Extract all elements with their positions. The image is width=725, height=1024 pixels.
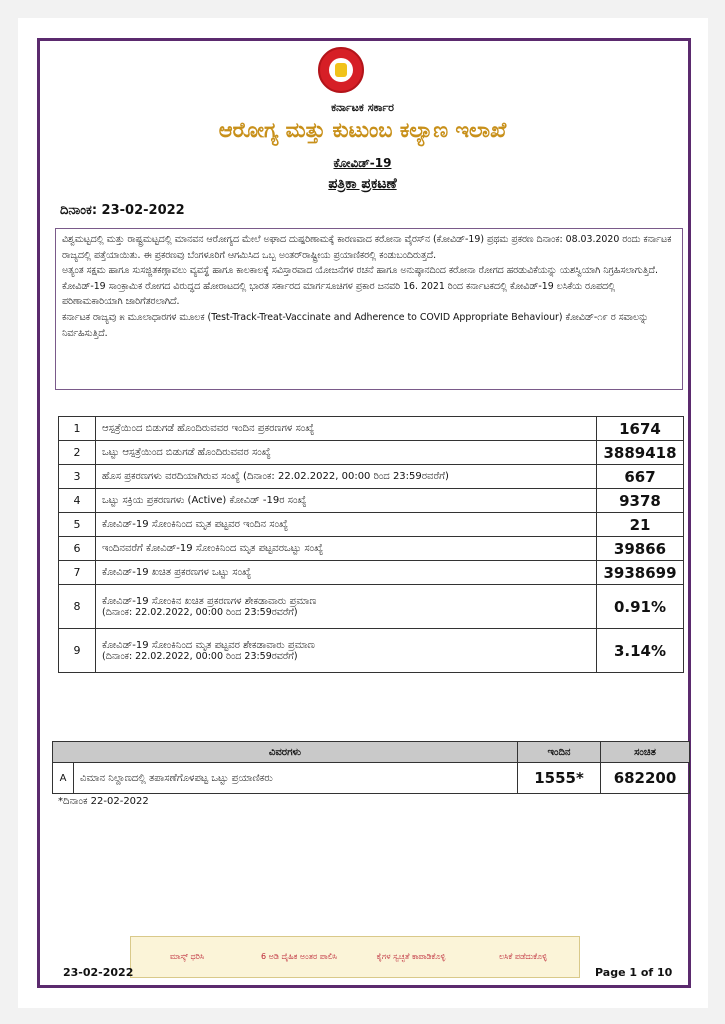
table-row — [59, 513, 684, 537]
row-number: 9 — [59, 629, 96, 673]
airport-table — [52, 741, 690, 794]
date-note: *ದಿನಾಂಕ 22-02-2022 — [58, 796, 149, 807]
department-title: ಆರೋಗ್ಯ ಮತ್ತು ಕುಟುಂಬ ಕಲ್ಯಾಣ ಇಲಾಖೆ — [218, 118, 507, 142]
row-label: ಕೋವಿಡ್-19 ಸೋಂಕಿನಿಂದ ಮೃತ ಪಟ್ಟವರ ಇಂದಿನ ಸಂಖ್ಯೆ — [96, 513, 597, 537]
row-label: ಹೊಸ ಪ್ರಕರಣಗಳು ವರದಿಯಾಗಿರುವ ಸಂಖ್ಯೆ (ದಿನಾಂಕ: 22.02.2022, 00:00 ರಿಂದ 23:59ರವರೆಗೆ) — [96, 465, 597, 489]
row-value: 9378 — [597, 489, 684, 513]
row-label: ಕೋವಿಡ್-19 ಸೋಂಕಿನ ಖಚಿತ ಪ್ರಕರಣಗಳ ಶೇಕಡಾವಾರು ಪ್ರಮಾಣ (ದಿನಾಂಕ: 22.02.2022, 00:00 ರಿಂದ 23:59ರವರೆಗೆ) — [96, 585, 597, 629]
intro-paragraph: ಅತ್ಯಂತ ಸಕ್ಷಮ ಹಾಗೂ ಸುಸಜ್ಜಿತಕಣ್ಗಾವಲು ವ್ಯವಸ್ಥೆ ಹಾಗೂ ಕಾಲಕಾಲಕ್ಕೆ ಸವಿಸ್ತಾರವಾದ ಯೋಜನೆಗಳ ರಚನೆ ಹಾಗೂ ಅನುಷ್ಠಾನದಿಂದ ಕರೋನಾ ರೋಗದ ಹರಡುವಿಕೆಯನ್ನು ಯಶಸ್ವಿಯಾಗಿ ನಿಗ್ರಹಿಸಲಾಗುತ್ತಿದೆ. — [62, 265, 658, 277]
col-details: ವಿವರಗಳು — [53, 742, 518, 763]
cumulative-value: 682200 — [601, 763, 690, 794]
row-number: 2 — [59, 441, 96, 465]
row-number: 8 — [59, 585, 96, 629]
row-number: 5 — [59, 513, 96, 537]
table-row — [59, 417, 684, 441]
intro-paragraph: ವಿಶ್ವಮಟ್ಟದಲ್ಲಿ ಮತ್ತು ರಾಷ್ಟ್ರಮಟ್ಟದಲ್ಲಿ ಮಾನವನ ಆರೋಗ್ಯದ ಮೇಲೆ ಅಘಾದ ದುಷ್ಪರಿಣಾಮಕ್ಕೆ ಕಾರಣವಾದ ಕರೋನಾ ವೈರಸ್‌ನ (ಕೋವಿಡ್-19) ಪ್ರಥಮ ಪ್ರಕರಣ ದಿನಾಂಕ: 08.03.2020 ರಂದು ಕರ್ನಾಟಕ ರಾಜ್ಯದಲ್ಲಿ ಪತ್ತೆಯಾಯಿತು. ಈ ಪ್ರಕರಣವು ಬೆಂಗಳೂರಿಗೆ ಆಗಮಿಸಿದ ಒಬ್ಬ ಅಂತರ್‌ರಾಷ್ಟ್ರೀಯ ಪ್ರಯಾಣಿಕರಲ್ಲಿ ಕಂಡುಬಂದಿರುತ್ತದೆ. — [62, 234, 672, 261]
subject-title: ಕೋವಿಡ್-19 — [333, 156, 392, 170]
row-value: 0.91% — [597, 585, 684, 629]
table-row — [59, 585, 684, 629]
row-label: ಒಟ್ಟು ಆಸ್ಪತ್ರೆಯಿಂದ ಬಿಡುಗಡೆ ಹೊಂದಿರುವವರ ಸಂಖ್ಯೆ — [96, 441, 597, 465]
page-number: Page 1 of 10 — [595, 966, 673, 979]
intro-paragraph: ಕೋವಿಡ್-19 ಸಾಂಕ್ರಾಮಿಕ ರೋಗದ ವಿರುದ್ಧದ ಹೋರಾಟದಲ್ಲಿ ಭಾರತ ಸರ್ಕಾರದ ಮಾರ್ಗಸೂಚಿಗಳ ಪ್ರಕಾರ ಜನವರಿ 16. 2021 ರಿಂದ ಕರ್ನಾಟಕದಲ್ಲಿ ಕೋವಿಡ್-19 ಲಸಿಕೆಯ ರೂಪದಲ್ಲಿ ಪರಿಣಾಮಕಾರಿಯಾಗಿ ಜಾರಿಗೆತರಲಾಗಿದೆ. — [62, 280, 616, 308]
row-id: A — [53, 763, 74, 794]
today-value: 1555* — [518, 763, 601, 794]
vaccine-icon: ಲಸಿಕೆ ಪಡೆದುಕೊಳ್ಳಿ — [498, 952, 548, 961]
col-cumulative: ಸಂಚಿತ — [601, 742, 690, 763]
document-date: ದಿನಾಂಕ: 23-02-2022 — [60, 203, 185, 218]
row-value: 1674 — [597, 417, 684, 441]
row-value: 3938699 — [597, 561, 684, 585]
row-number: 3 — [59, 465, 96, 489]
row-number: 1 — [59, 417, 96, 441]
row-number: 4 — [59, 489, 96, 513]
table-row — [59, 561, 684, 585]
row-value: 3.14% — [597, 629, 684, 673]
mask-icon: ಮಾಸ್ಕ್ ಧರಿಸಿ — [169, 952, 205, 961]
row-number: 6 — [59, 537, 96, 561]
row-label: ಒಟ್ಟು ಸಕ್ರಿಯ ಪ್ರಕರಣಗಳು (Active) ಕೋವಿಡ್ -19ರ ಸಂಖ್ಯೆ — [96, 489, 597, 513]
table-row — [59, 465, 684, 489]
table-row — [59, 441, 684, 465]
covid-awareness-banner — [130, 936, 580, 978]
row-value: 3889418 — [597, 441, 684, 465]
row-label: ವಿಮಾನ ನಿಲ್ದಾಣದಲ್ಲಿ ತಪಾಸಣೆಗೊಳಪಟ್ಟ ಒಟ್ಟು ಪ್ರಯಾಣಿಕರು — [74, 763, 518, 794]
row-sublabel: (ದಿನಾಂಕ: 22.02.2022, 00:00 ರಿಂದ 23:59ರವರೆಗೆ) — [102, 650, 298, 662]
distance-icon: 6 ಅಡಿ ದೈಹಿಕ ಅಂತರ ಪಾಲಿಸಿ — [260, 952, 338, 961]
stats-table — [58, 416, 684, 673]
table-row — [59, 489, 684, 513]
row-label: ಇಂದಿನವರೆಗೆ ಕೋವಿಡ್-19 ಸೋಂಕಿನಿಂದ ಮೃತ ಪಟ್ಟವರಒಟ್ಟು ಸಂಖ್ಯೆ — [96, 537, 597, 561]
handwash-icon: ಕೈಗಳ ಸ್ವಚ್ಛತೆ ಕಾಪಾಡಿಕೊಳ್ಳಿ — [376, 952, 446, 961]
row-value: 667 — [597, 465, 684, 489]
government-emblem-icon — [318, 47, 364, 93]
intro-box — [55, 228, 683, 390]
col-today: ಇಂದಿನ — [518, 742, 601, 763]
government-title: ಕರ್ನಾಟಕ ಸರ್ಕಾರ — [331, 101, 394, 114]
intro-paragraph: ಕರ್ನಾಟಕ ರಾಜ್ಯವು ೫ ಮೂಲಾಧಾರಗಳ ಮೂಲಕ (Test-Track-Treat-Vaccinate and Adherence to COVID Appropriate Behaviour) ಕೋವಿಡ್-೧೯ ರ ಸವಾಲನ್ನು ನಿರ್ವಹಿಸುತ್ತಿದೆ. — [62, 311, 649, 339]
press-release-title: ಪತ್ರಿಕಾ ಪ್ರಕಟಣೆ — [328, 176, 397, 192]
row-value: 21 — [597, 513, 684, 537]
table-row — [59, 537, 684, 561]
row-label: ಕೋವಿಡ್-19 ಸೋಂಕಿನಿಂದ ಮೃತ ಪಟ್ಟವರ ಶೇಕಡಾವಾರು ಪ್ರಮಾಣ (ದಿನಾಂಕ: 22.02.2022, 00:00 ರಿಂದ 23:59ರವರೆಗೆ) — [96, 629, 597, 673]
row-sublabel: (ದಿನಾಂಕ: 22.02.2022, 00:00 ರಿಂದ 23:59ರವರೆಗೆ) — [102, 606, 298, 618]
row-value: 39866 — [597, 537, 684, 561]
row-label: ಆಸ್ಪತ್ರೆಯಿಂದ ಬಿಡುಗಡೆ ಹೊಂದಿರುವವರ ಇಂದಿನ ಪ್ರಕರಣಗಳ ಸಂಖ್ಯೆ — [96, 417, 597, 441]
footer-date: 23-02-2022 — [63, 966, 134, 979]
row-label: ಕೋವಿಡ್-19 ಖಚಿತ ಪ್ರಕರಣಗಳ ಒಟ್ಟು ಸಂಖ್ಯೆ — [96, 561, 597, 585]
table-row — [59, 629, 684, 673]
row-number: 7 — [59, 561, 96, 585]
